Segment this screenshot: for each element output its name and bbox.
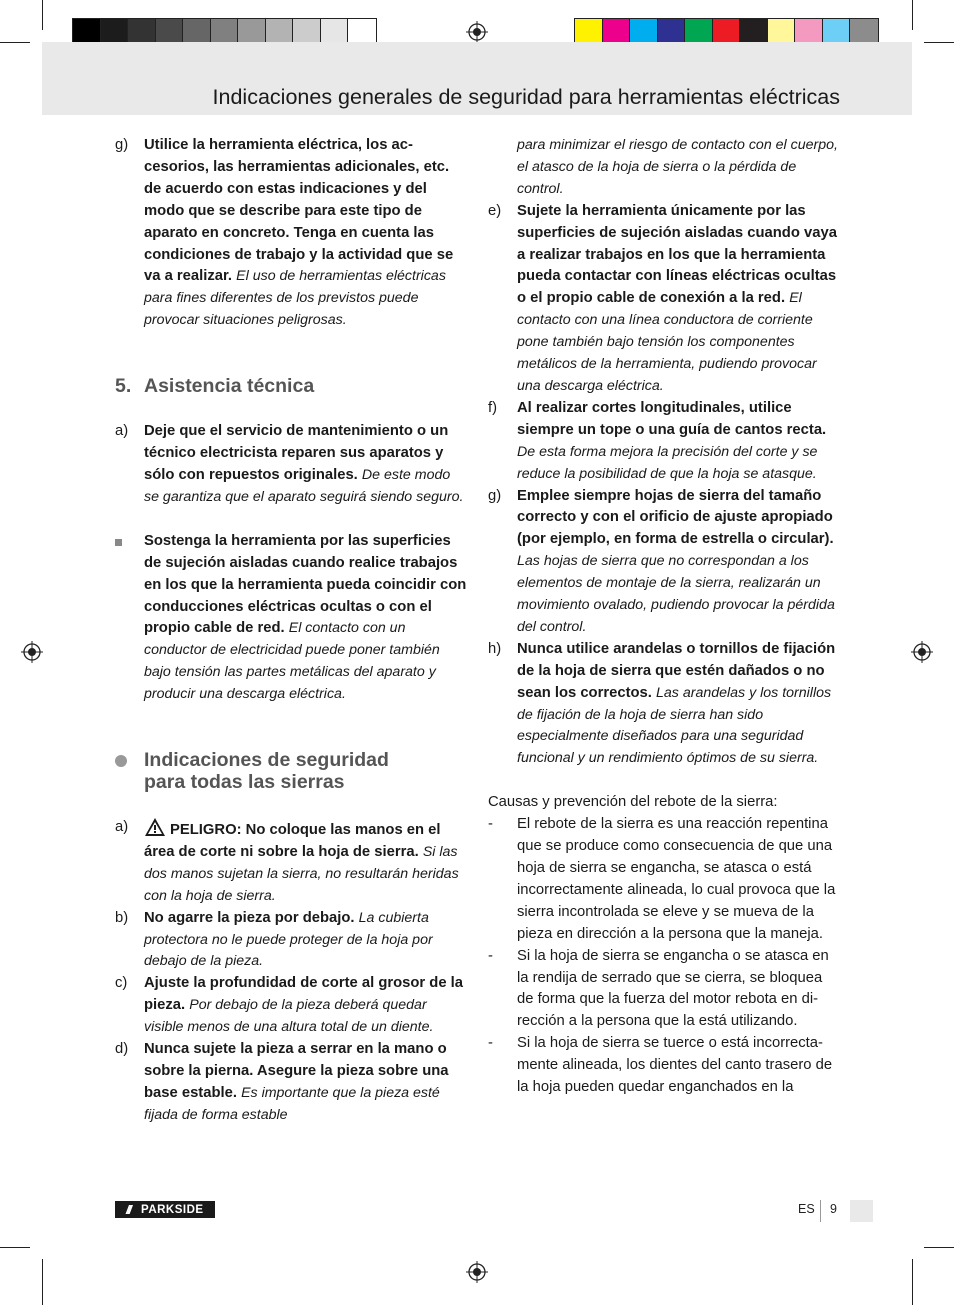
footer-divider xyxy=(820,1200,821,1222)
footer-tab xyxy=(850,1200,873,1222)
item-bold-text: Ajuste la profundidad de corte al grosor de la pieza. xyxy=(144,975,464,1014)
list-item-dash xyxy=(488,946,840,1034)
list-item-dash xyxy=(488,814,840,945)
item-label: b) xyxy=(115,909,129,926)
crop-mark xyxy=(42,0,43,30)
page-number: 9 xyxy=(830,1202,837,1216)
list-item-g xyxy=(488,486,840,639)
crop-mark xyxy=(0,1247,30,1248)
item-label: d) xyxy=(115,1041,129,1058)
section-title-line: para todas las sierras xyxy=(144,771,345,794)
round-bullet-icon xyxy=(115,755,127,767)
crop-mark xyxy=(42,1259,43,1305)
item-italic-text: La cubierta protectora no le puede proteger de la hoja por debajo de la pieza. xyxy=(144,909,433,970)
item-label: h) xyxy=(488,640,502,657)
section-title-saw-safety xyxy=(115,749,467,793)
section-title-technical-assistance xyxy=(115,375,467,397)
section-title-line: Indicaciones de seguridad xyxy=(144,749,389,772)
item-bold-text: Emplee siempre hojas de sierra del tamaño correcto y con el orificio de ajuste apropiado (por ejemplo, en forma de estrella o circular). xyxy=(517,487,834,548)
item-italic-text: Las arandelas y los tornillos de fijación de la hoja de sierra han sido especialmente diseñados para una seguridad funcional y un rendimiento óptimos de su sierra. xyxy=(517,684,832,767)
item-italic-text: Si las dos manos sujetan la sierra, no resultarán heridas con la hoja de sierra. xyxy=(144,843,459,904)
square-bullet-icon xyxy=(115,539,122,546)
kickback-intro: Causas y prevención del rebote de la sierra: xyxy=(488,794,778,811)
dash-text: El rebote de la sierra es una reacción repentina que se produce como consecuencia de que una hoja de sierra se engancha, se atasca o está incorrectamente alineada, lo cual provoca que la sierra incontrolada se eleve y se mueva de la pieza en dirección a la persona que la maneja. xyxy=(517,816,836,942)
list-item-a xyxy=(115,421,467,509)
item-bold-text: Nunca sujete la pieza a serrar en la mano o sobre la pierna. Asegure la pieza sobre una base estable. xyxy=(144,1041,449,1101)
list-item-square-bullet xyxy=(115,531,467,706)
list-item-f xyxy=(488,398,840,486)
item-italic-text: El contacto con un conductor de electricidad puede poner también bajo tensión las partes metálicas del aparato y producir una descarga eléctrica. xyxy=(144,620,440,703)
item-bold-text: No agarre la pieza por debajo. xyxy=(144,909,355,926)
warning-triangle-icon xyxy=(144,817,166,837)
item-italic-text: El uso de herramientas eléctricas para fines diferentes de los previstos puede provocar situaciones peligrosas. xyxy=(144,268,446,329)
item-italic-text: De este modo se garantiza que el aparato seguirá siendo seguro. xyxy=(144,466,464,505)
brand-stripes: /// xyxy=(125,1202,130,1217)
item-label: c) xyxy=(115,975,128,992)
item-italic-text: Es importante que la pieza esté fijada de forma estable xyxy=(144,1084,440,1123)
item-italic-text: para minimizar el riesgo de contacto con el cuerpo, el atasco de la hoja de sierra o la pérdida de control. xyxy=(517,137,838,197)
item-italic-text: De esta forma mejora la precisión del corte y se reduce la posibilidad de que la hoja se atasque. xyxy=(517,443,818,482)
dash-text: Si la hoja de sierra se engancha o se atasca en la rendija de serrado que se cierra, se bloquea de forma que la fuerza del motor rebota en dirección a la persona que la está utilizando. xyxy=(517,947,829,1030)
item-italic-text: El contacto con una línea conductora de corriente pone también bajo tensión los componentes metálicos de la herramienta, pudiendo provocar una descarga eléctrica. xyxy=(517,290,817,394)
section-title-text: Asistencia técnica xyxy=(144,375,315,398)
item-italic-text: Por debajo de la pieza deberá quedar visible menos de una altura total de un diente. xyxy=(144,997,434,1036)
crop-mark xyxy=(924,42,954,43)
item-bold-text: Al realizar cortes longitudinales, utilice siempre un tope o una guía de cantos recta. xyxy=(517,399,827,438)
item-bold-text: Nunca utilice arandelas o tornillos de fijación de la hoja de sierra que estén dañados o no sean los correctos. xyxy=(517,640,836,701)
right-column xyxy=(488,135,840,1099)
list-item-saw-a xyxy=(115,817,467,908)
brand-name: PARKSIDE xyxy=(141,1203,204,1216)
registration-mark-icon xyxy=(911,641,933,663)
registration-mark-icon xyxy=(466,1261,488,1283)
item-label: a) xyxy=(115,423,129,440)
section-number: 5. xyxy=(115,375,132,398)
language-code: ES xyxy=(798,1202,815,1216)
item-label: g) xyxy=(115,137,129,153)
crop-mark xyxy=(924,1247,954,1248)
left-column xyxy=(115,135,467,1127)
list-item-saw-c xyxy=(115,973,467,1039)
item-bold-text: Sostenga la herramienta por las superficies de sujeción aisladas cuando realice trabajos en los que la herramienta pueda coincidir con conducciones eléctricas ocultas o con el propio cable de red. xyxy=(144,532,467,637)
dash-label: - xyxy=(488,1035,493,1052)
registration-mark-icon xyxy=(21,641,43,663)
item-label: f) xyxy=(488,399,498,416)
crop-mark xyxy=(912,0,913,30)
item-label: a) xyxy=(115,819,129,836)
dash-text: Si la hoja de sierra se tuerce o está incorrectamente alineada, los dientes del canto trasero de la hoja pueden quedar enganchados en la xyxy=(517,1035,833,1096)
crop-mark xyxy=(0,42,30,43)
list-item-dash xyxy=(488,1033,840,1099)
page-title: Indicaciones generales de seguridad para herramientas eléctricas xyxy=(212,85,840,109)
list-item-saw-d xyxy=(115,1039,467,1127)
item-italic-text: Las hojas de sierra que no correspondan a los elementos de montaje de la sierra, realizarán un movimiento ovalado, pudiendo provocar la pérdida del control. xyxy=(517,553,835,635)
brand-logo xyxy=(115,1201,215,1218)
dash-label: - xyxy=(488,947,493,964)
item-bold-text: Deje que el servicio de mantenimiento o un técnico electricista reparen sus aparatos y sólo con repuestos originales. xyxy=(144,423,449,483)
item-label: e) xyxy=(488,202,502,219)
list-item-saw-b xyxy=(115,908,467,974)
list-item-continuation xyxy=(488,135,840,201)
item-label: g) xyxy=(488,487,502,504)
item-bold-text: Utilice la herramienta eléctrica, los accesorios, las herramientas adicionales, etc. de acuerdo con estas indicaciones y del modo que se describe para este tipo de aparato en concreto. Tenga en cuenta las condiciones de trabajo y la actividad que se va a realizar. xyxy=(144,137,454,285)
item-bold-text: PELIGRO: No coloque las manos en el área de corte ni sobre la hoja de sierra. xyxy=(144,822,441,860)
list-item-g xyxy=(115,135,467,332)
list-item-h xyxy=(488,639,840,770)
registration-mark-icon xyxy=(466,21,488,43)
list-item-e xyxy=(488,201,840,398)
item-bold-text: Sujete la herramienta únicamente por las superficies de sujeción aisladas cuando vaya a realizar trabajos en los que la herramienta pueda contactar con líneas eléctricas ocultas o el propio cable de conexión a la red. xyxy=(517,202,837,307)
crop-mark xyxy=(912,1259,913,1305)
dash-label: - xyxy=(488,816,493,833)
